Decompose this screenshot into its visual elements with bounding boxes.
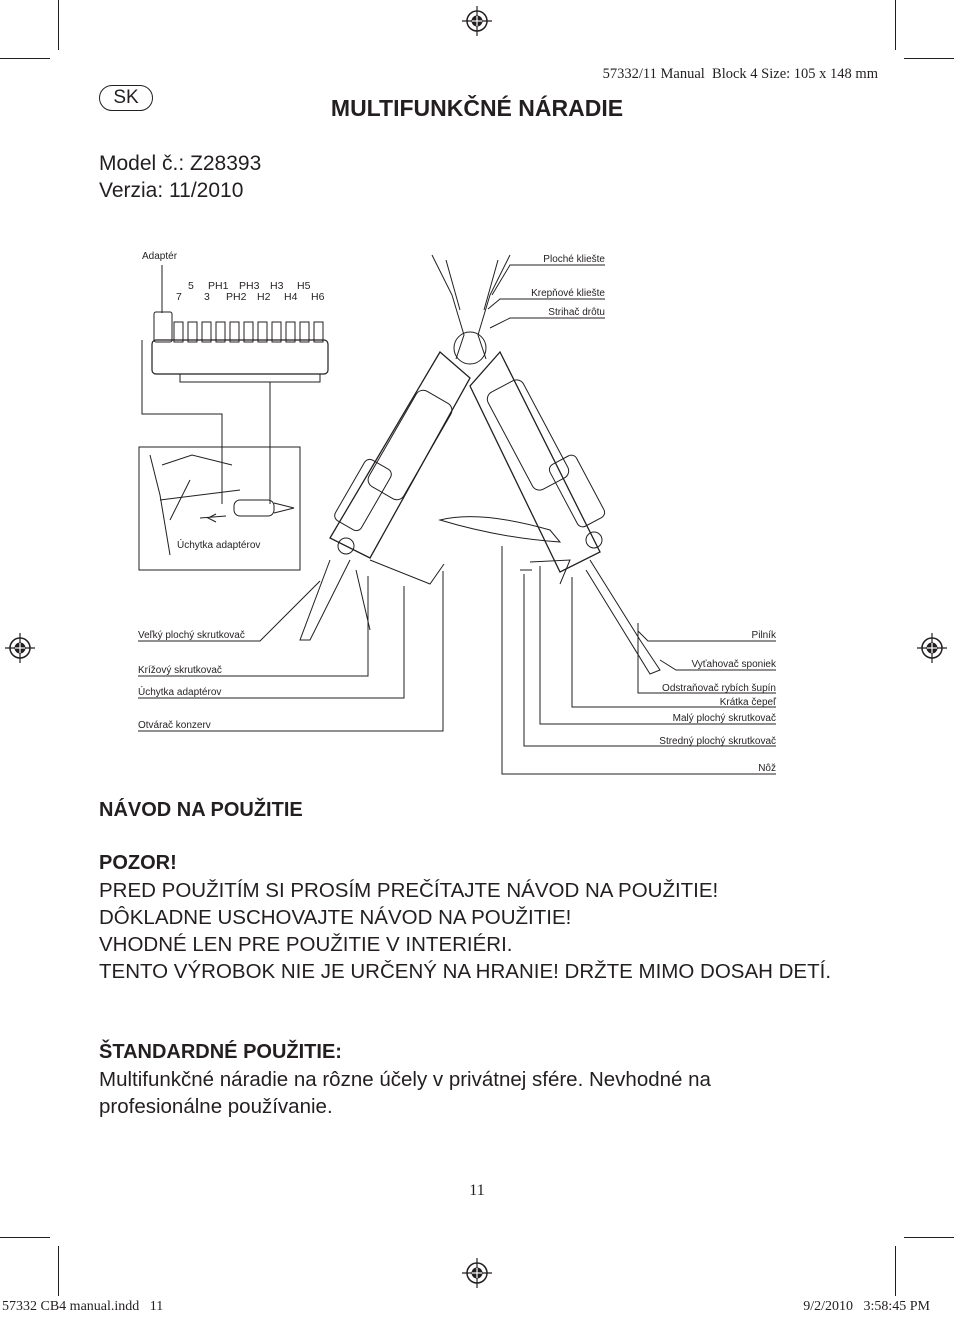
crop-mark xyxy=(58,1246,59,1296)
bit-label: PH1 xyxy=(208,280,229,292)
bit-label: 5 xyxy=(188,280,194,292)
crop-mark xyxy=(895,1246,896,1296)
page-title: MULTIFUNKČNÉ NÁRADIE xyxy=(330,95,624,121)
crop-mark xyxy=(904,1237,954,1238)
bit-label: 7 xyxy=(176,291,182,303)
label-adapter: Adaptér xyxy=(142,251,178,262)
label-large-flat-screwdriver: Veľký plochý skrutkovač xyxy=(138,630,245,641)
registration-mark-icon xyxy=(5,633,35,663)
crop-mark xyxy=(904,58,954,59)
bit-label: H2 xyxy=(257,291,271,303)
version-number: Verzia: 11/2010 xyxy=(99,179,244,202)
registration-mark-icon xyxy=(462,6,492,36)
file-slug: 57332 CB4 manual.indd 11 xyxy=(2,1299,164,1314)
crop-mark xyxy=(895,0,896,50)
bit-label: PH2 xyxy=(226,291,247,303)
label-flat-pliers: Ploché kliešte xyxy=(543,254,605,265)
bit-label: PH3 xyxy=(239,280,260,292)
warning-line: PRED POUŽITÍM SI PROSÍM PREČÍTAJTE NÁVOD NA POUŽITIE! xyxy=(99,879,719,902)
label-adapter-holder: Úchytka adaptérov xyxy=(138,687,222,698)
standard-use-text: Multifunkčné náradie na rôzne účely v privátnej sfére. Nevhodné na profesionálne používanie. xyxy=(99,1068,711,1118)
label-short-blade: Krátka čepeľ xyxy=(719,697,776,708)
label-staple-remover: Vyťahovač sponiek xyxy=(691,659,776,670)
warning-line: TENTO VÝROBOK NIE JE URČENÝ NA HRANIE! DRŽTE MIMO DOSAH DETÍ. xyxy=(99,960,832,983)
crop-mark xyxy=(58,0,59,50)
registration-mark-icon xyxy=(917,633,947,663)
instructions-heading: NÁVOD NA POUŽITIE xyxy=(99,799,303,821)
warning-line: VHODNÉ LEN PRE POUŽITIE V INTERIÉRI. xyxy=(99,933,513,956)
label-inset: Úchytka adaptérov xyxy=(177,540,261,551)
crop-mark xyxy=(0,1237,50,1238)
label-wire-cutter: Strihač drôtu xyxy=(548,307,605,318)
label-knife: Nôž xyxy=(758,763,776,774)
page-number: 11 xyxy=(469,1182,485,1199)
bit-row xyxy=(174,322,323,342)
bit-label: H5 xyxy=(297,280,311,292)
print-timestamp: 9/2/2010 3:58:45 PM xyxy=(803,1299,930,1314)
standard-use-heading: ŠTANDARDNÉ POUŽITIE: xyxy=(99,1041,342,1063)
label-medium-flat-screwdriver: Stredný plochý skrutkovač xyxy=(659,736,776,747)
warning-heading: POZOR! xyxy=(99,852,177,874)
label-can-opener: Otvárač konzerv xyxy=(138,720,211,731)
block-info: 57332/11 Manual Block 4 Size: 105 x 148 mm xyxy=(602,66,878,82)
label-phillips-screwdriver: Krížový skrutkovač xyxy=(138,665,222,676)
bit-label: H6 xyxy=(311,291,325,303)
bit-label: H3 xyxy=(270,280,284,292)
label-small-flat-screwdriver: Malý plochý skrutkovač xyxy=(672,713,776,724)
label-fish-scaler: Odstraňovač rybích šupín xyxy=(662,683,776,694)
model-number: Model č.: Z28393 xyxy=(99,152,262,175)
warning-line: DÔKLADNE USCHOVAJTE NÁVOD NA POUŽITIE! xyxy=(99,906,572,929)
language-badge: SK xyxy=(99,85,153,111)
crop-mark xyxy=(0,58,50,59)
multitool-diagram xyxy=(128,240,788,780)
label-crimping-pliers: Krepňové kliešte xyxy=(531,288,605,299)
bit-label: 3 xyxy=(204,291,210,303)
bit-label: H4 xyxy=(284,291,298,303)
registration-mark-icon xyxy=(462,1258,492,1288)
label-file: Pilník xyxy=(751,630,776,641)
